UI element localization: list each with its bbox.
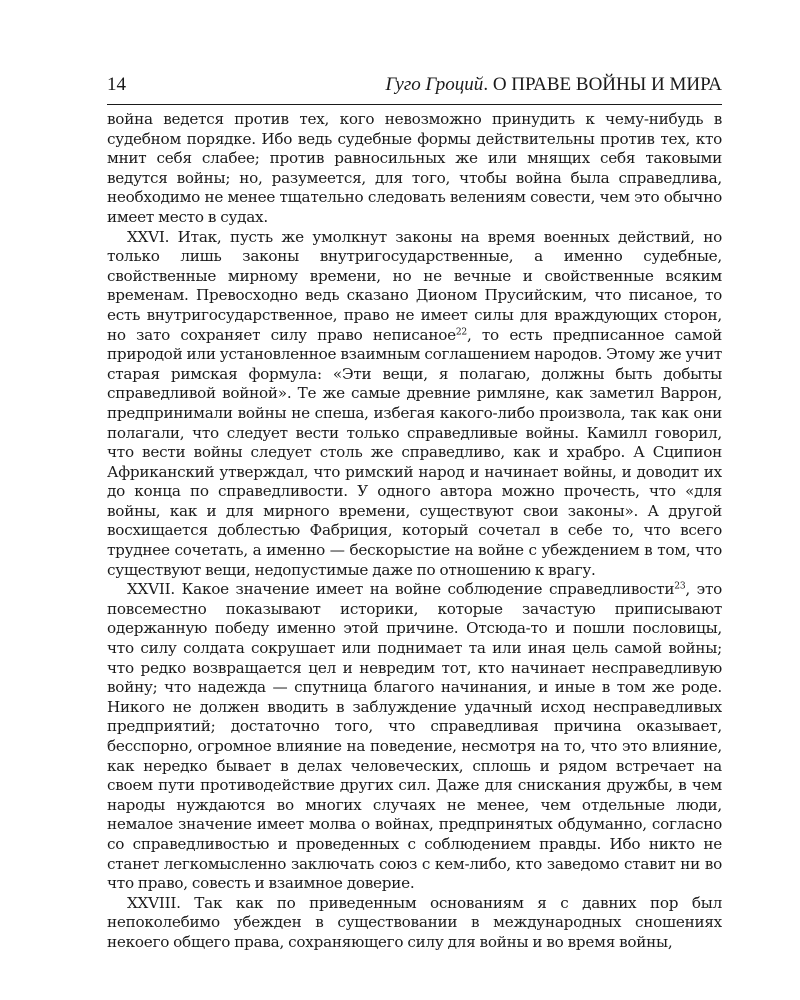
running-header bbox=[107, 70, 722, 100]
header-author: Гуго Гроций bbox=[385, 74, 484, 95]
paragraph-xxvii-text-a: XXVII. Какое значение имеет на войне соблюдение справедливости bbox=[127, 580, 675, 599]
footnote-ref-23: 23 bbox=[674, 581, 686, 592]
paragraph-xxvii bbox=[107, 580, 722, 894]
paragraph-xxviii: XXVIII. Так как по приведенным основаниям я с давних пор был непоколебимо убежден в существовании в международных сношениях некоего общего права, сохраняющего силу для войны и во время войны, bbox=[107, 893, 722, 951]
paragraph-xxvi bbox=[107, 228, 722, 581]
paragraph-continuation: война ведется против тех, кого невозможно принудить к чему-нибудь в судебном порядке. Ибо ведь судебные формы действительны против тех, кто мнит себя слабее; против равносильных же или мнящих себя таковыми ведутся войны; но, разумеется, для того, чтобы война была справедлива, необходимо не менее тщательно следовать велениям совести, чем это обычно имеет место в судах. bbox=[107, 110, 722, 226]
header-book-title: О ПРАВЕ ВОЙНЫ И МИРА bbox=[492, 74, 722, 95]
book-page bbox=[107, 70, 722, 953]
body-text bbox=[107, 110, 722, 953]
header-rule bbox=[107, 104, 722, 105]
paragraph-xxvii-text-b: , это повсеместно показывают историки, которые зачастую приписывают одержанную победу именно этой причине. Отсюда-то и пошли пословицы, что силу солдата сокрушает или поднимает та или иная цель самой войны; что редко возвращается цел и невредим тот, кто начинает несправедливую войну; что надежда — спутница благого начинания, и иные в том же роде. Никого не должен вводить в заблуждение удачный исход несправедливых предприятий; достаточно того, что справедливая причина оказывает, бесспорно, огромное влияние на поведение, несмотря на то, что это влияние, как нередко бывает в делах человеческих, сплошь и рядом встречает на своем пути противодействие других сил. Даже для снискания дружбы, в чем народы нуждаются во многих случаях не менее, чем отдельные люди, немалое значение имеет молва о войнах, предпринятых обдуманно, согласно со справедливостью и проведенных с соблюдением правды. Ибо никто не станет легкомысленно заключать союз с кем-либо, кто заведомо ставит ни во что право, совесть и взаимное доверие. bbox=[107, 580, 722, 893]
header-separator: . bbox=[483, 74, 493, 95]
paragraph-xxvi-text-a: XXVI. Итак, пусть же умолкнут законы на время военных действий, но только лишь законы внутригосударственные, а именно судебные, свойственные мирному времени, но не вечные и свойственные всяким временам. Превосходно ведь сказано Дионом Прусийским, что писаное, то есть внутригосударственное, право не имеет силы для враждующих сторон, но зато сохраняет силу право неписаное bbox=[107, 227, 722, 344]
footnote-ref-22: 22 bbox=[455, 327, 467, 338]
paragraph-xxvi-text-b: , то есть предписанное самой природой или установленное взаимным соглашением народов. Этому же учит старая римская формула: «Эти вещи, я полагаю, должны быть добыты справедливой войной». Те же самые древние римляне, как заметил Варрон, предпринимали войны не спеша, избегая какого-либо произвола, так как они полагали, что следует вести только справедливые войны. Камилл говорил, что вести войны следует столь же справедливо, как и храбро. А Сципион Африканский утверждал, что римский народ и начинает войны, и доводит их до конца по справедливости. У одного автора можно прочесть, что «для войны, как и для мирного времени, существуют свои законы». А другой восхищается доблестью Фабриция, который сочетал в себе то, что всего труднее сочетать, а именно — бескорыстие на войне с убеждением в том, что существуют вещи, недопустимые даже по отношению к врагу. bbox=[107, 325, 722, 579]
header-title bbox=[385, 70, 722, 100]
page-number: 14 bbox=[107, 74, 126, 95]
